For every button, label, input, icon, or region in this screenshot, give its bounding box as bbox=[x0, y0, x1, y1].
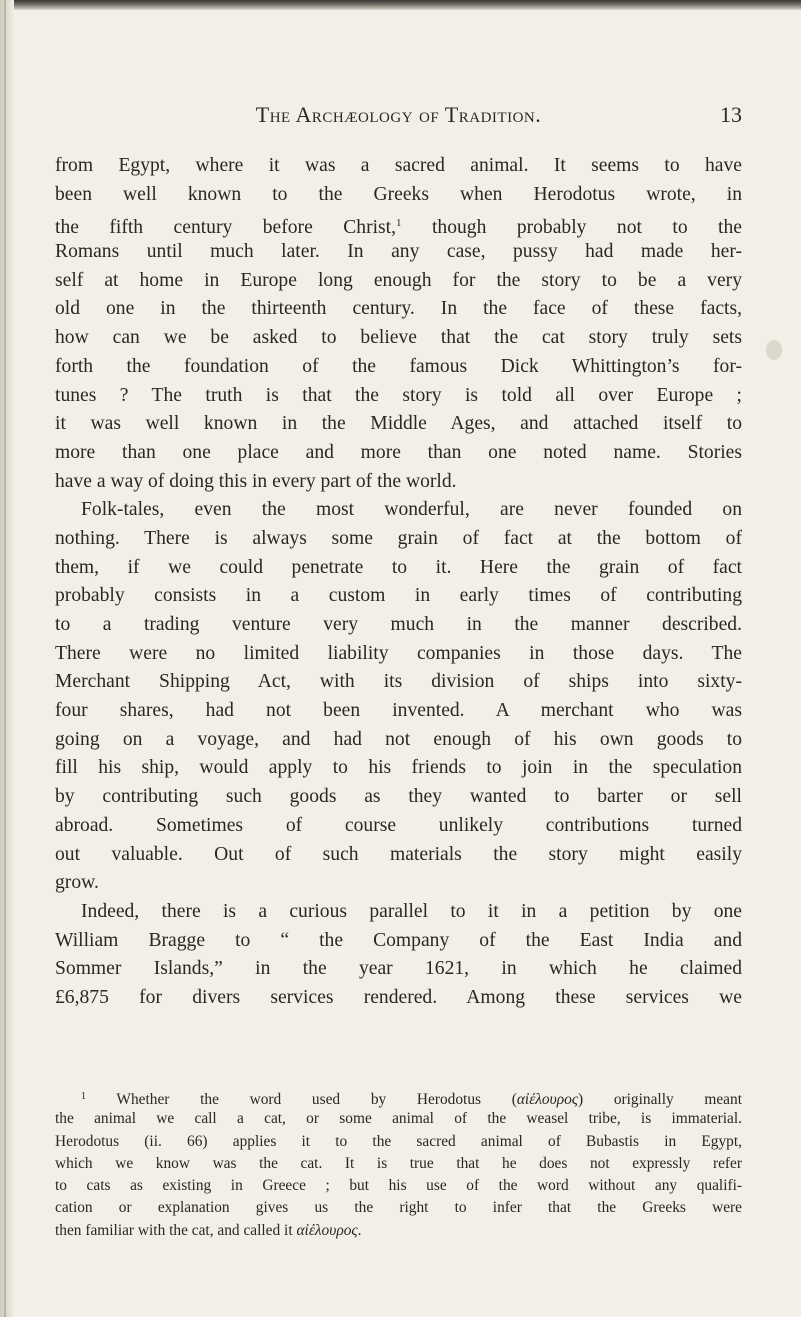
text-line: There were no limited liability companies in those days. The bbox=[55, 642, 742, 664]
text-line: four shares, had not been invented. A merchant who was bbox=[55, 700, 742, 722]
scan-top-border bbox=[0, 0, 801, 10]
text-line: it was well known in the Middle Ages, and attached itself to bbox=[55, 413, 742, 435]
text-line: Indeed, there is a curious parallel to it in a petition by one bbox=[81, 900, 742, 922]
text-segment: . bbox=[357, 1221, 362, 1239]
text-line: self at home in Europe long enough for the story to be a very bbox=[55, 269, 742, 291]
text-line: them, if we could penetrate to it. Here the grain of fact bbox=[55, 556, 742, 578]
text-segment: though probably not to the bbox=[401, 217, 742, 239]
footnote-line bbox=[55, 1220, 742, 1242]
page-number: 13 bbox=[720, 102, 742, 127]
text-line: nothing. There is always some grain of fact at the bottom of bbox=[55, 527, 742, 549]
paper-smudge bbox=[766, 340, 782, 360]
page-gutter-shadow bbox=[0, 0, 14, 1317]
text-line: from Egypt, where it was a sacred animal. It seems to have bbox=[55, 155, 742, 176]
text-line: fill his ship, would apply to his friends to join in the speculation bbox=[55, 757, 742, 779]
footnote-marker: 1 bbox=[81, 1091, 86, 1102]
text-segment: ) originally meant bbox=[578, 1091, 742, 1108]
text-line: out valuable. Out of such materials the story might easily bbox=[55, 843, 742, 865]
text-line: probably consists in a custom in early times of contributing bbox=[55, 585, 742, 607]
text-line: going on a voyage, and had not enough of his own goods to bbox=[55, 728, 742, 750]
greek-word: αἰέλουρος bbox=[296, 1221, 358, 1239]
text-line: abroad. Sometimes of course unlikely contributions turned bbox=[55, 814, 742, 836]
text-line: by contributing such goods as they wanted to barter or sell bbox=[55, 786, 742, 808]
text-line bbox=[55, 209, 742, 238]
footnote-line: cation or explanation gives us the right to infer that the Greeks were bbox=[55, 1199, 742, 1217]
body-text bbox=[55, 152, 742, 1013]
footnote-line: to cats as existing in Greece ; but his use of the word without any qualifi- bbox=[55, 1177, 742, 1195]
text-line: forth the foundation of the famous Dick Whittington’s for- bbox=[55, 355, 742, 377]
text-line: how can we be asked to believe that the cat story truly sets bbox=[55, 327, 742, 349]
footnotes bbox=[55, 1086, 742, 1242]
text-line: grow. bbox=[55, 872, 99, 894]
page-header bbox=[55, 102, 742, 142]
text-line: old one in the thirteenth century. In the face of these facts, bbox=[55, 298, 742, 320]
greek-word: αἰέλουρος bbox=[516, 1091, 579, 1108]
footnote-line: which we know was the cat. It is true that he does not expressly refer bbox=[55, 1154, 742, 1172]
footnote-line: Herodotus (ii. 66) applies it to the sacred animal of Bubastis in Egypt, bbox=[55, 1132, 742, 1150]
text-segment: the fifth century before Christ, bbox=[55, 217, 397, 239]
text-line: Merchant Shipping Act, with its division of ships into sixty- bbox=[55, 671, 742, 693]
text-line: Romans until much later. In any case, pussy had made her- bbox=[55, 241, 742, 263]
running-title: The Archæology of Tradition. bbox=[255, 102, 542, 127]
footnote-reference[interactable]: 1 bbox=[396, 217, 402, 230]
text-line: have a way of doing this in every part of the world. bbox=[55, 470, 457, 492]
footnote-line bbox=[55, 1086, 742, 1108]
text-line: to a trading venture very much in the manner described. bbox=[55, 614, 742, 635]
text-line: more than one place and more than one noted name. Stories bbox=[55, 441, 742, 463]
text-line: tunes ? The truth is that the story is told all over Europe ; bbox=[55, 384, 742, 406]
text-line: Folk-tales, even the most wonderful, are never founded on bbox=[81, 499, 742, 521]
text-line: £6,875 for divers services rendered. Among these services we bbox=[55, 986, 742, 1008]
text-segment: Whether the word used by Herodotus ( bbox=[116, 1091, 517, 1108]
footnote-line: the animal we call a cat, or some animal of the weasel tribe, is immaterial. bbox=[55, 1110, 742, 1128]
text-line: Sommer Islands,” in the year 1621, in which he claimed bbox=[55, 958, 742, 980]
text-line: William Bragge to “ the Company of the East India and bbox=[55, 929, 742, 951]
page-edge-line bbox=[4, 0, 6, 1317]
text-line: been well known to the Greeks when Herodotus wrote, in bbox=[55, 183, 742, 205]
text-segment: then familiar with the cat, and called it bbox=[55, 1221, 297, 1239]
